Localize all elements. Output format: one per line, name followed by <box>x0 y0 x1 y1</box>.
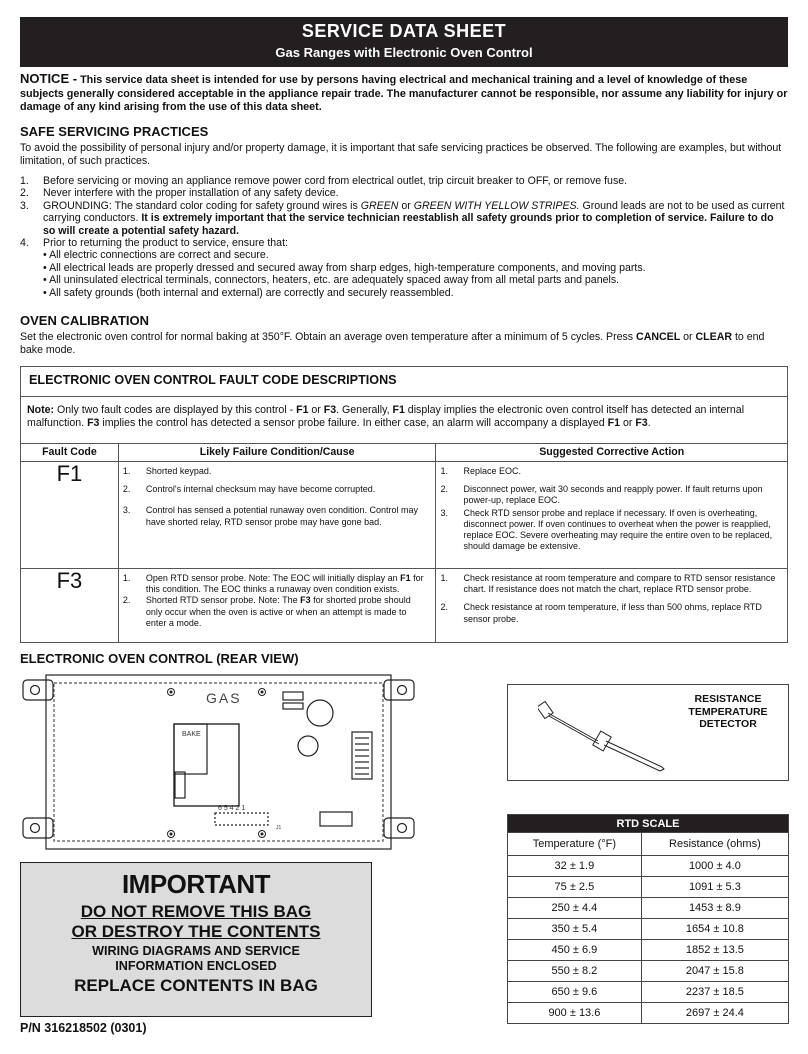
item-text: Check resistance at room temperature, if less than 500 ohms, replace RTD sensor probe. <box>463 602 762 624</box>
f1-ref: F1 <box>296 404 309 416</box>
item-number: 1. <box>122 466 131 476</box>
list-item <box>123 466 430 477</box>
rtd-col-temperature: Temperature (°F) <box>508 833 642 856</box>
resistance-cell: 1091 ± 5.3 <box>641 877 788 898</box>
cancel-key-text: CANCEL <box>636 331 681 343</box>
item-number: 1. <box>440 466 448 476</box>
list-item <box>123 595 430 629</box>
item-text: or <box>398 199 414 212</box>
item-text: for shorted probe should only occur when the oven is active or when an attempt is made to enter a mode. <box>145 595 411 628</box>
safe-list <box>20 175 788 299</box>
resistance-cell: 2047 ± 15.8 <box>641 961 788 982</box>
calibration-or: or <box>680 331 696 343</box>
table-row <box>508 940 789 961</box>
bullet-item: • All safety grounds (both internal and external) are correctly and securely reassembled. <box>43 286 454 299</box>
col-cause: Likely Failure Condition/Cause <box>118 444 436 462</box>
detector-label-line: RESISTANCE <box>694 693 762 705</box>
fault-note <box>27 404 777 430</box>
resistance-cell: 1654 ± 10.8 <box>641 919 788 940</box>
item-number: 2. <box>122 484 131 495</box>
item-text: Shorted RTD sensor probe. Note: The <box>145 595 301 606</box>
f3-ref: F3 <box>323 404 337 416</box>
j1-label: J1 <box>276 825 282 831</box>
col-action: Suggested Corrective Action <box>436 444 788 462</box>
fault-code-title: ELECTRONIC OVEN CONTROL FAULT CODE DESCRIPTIONS <box>21 367 787 397</box>
item-number: 4. <box>20 237 29 250</box>
fault-code-f1: F1 <box>21 462 119 569</box>
temp-cell: 550 ± 8.2 <box>508 961 642 982</box>
item-text: GROUNDING: The standard color coding for safety ground wires is <box>43 199 361 212</box>
calibration-text-a: Set the electronic oven control for normal baking at 350°F. Obtain an average oven temperature after a minimum of 5 cycles. Press <box>20 331 637 343</box>
important-line: INFORMATION ENCLOSED <box>115 959 277 973</box>
item-text: Control's internal checksum may have become corrupted. <box>145 484 376 495</box>
resistance-cell: 1000 ± 4.0 <box>641 856 788 877</box>
list-item <box>440 484 781 506</box>
note-text: or <box>620 417 636 429</box>
notice <box>20 72 788 115</box>
bullet-item: • All uninsulated electrical terminals, connectors, heaters, etc. are adequately spaced away from all metal parts and panels. <box>43 274 620 287</box>
f3-causes <box>118 569 436 643</box>
important-line: DO NOT REMOVE THIS BAG <box>80 902 312 921</box>
resistance-cell: 2697 ± 24.4 <box>641 1003 788 1024</box>
list-item <box>440 573 781 595</box>
item-text: Shorted keypad. <box>145 466 212 476</box>
mount-tab-right-top <box>384 680 414 700</box>
relay-block <box>320 812 352 826</box>
table-row <box>508 1003 789 1024</box>
rtd-scale-title: RTD SCALE <box>508 815 789 833</box>
mount-tab-left-bottom <box>23 818 53 838</box>
item-text: Replace EOC. <box>463 466 521 476</box>
temp-cell: 75 ± 2.5 <box>508 877 642 898</box>
rtd-col-resistance: Resistance (ohms) <box>641 833 788 856</box>
note-text: Only two fault codes are displayed by this control - <box>54 404 297 416</box>
rtd-header-row <box>508 833 789 856</box>
list-item <box>20 175 788 187</box>
table-header-row <box>21 444 788 462</box>
green-yellow-text: GREEN WITH YELLOW STRIPES. <box>413 199 580 212</box>
note-text: . <box>647 417 651 429</box>
note-text: implies the control has detected a sensor probe failure. In either case, an alarm will accompany a displayed <box>99 417 608 429</box>
table-row <box>508 877 789 898</box>
detector-label <box>673 693 783 731</box>
f1-ref: F1 <box>607 417 620 429</box>
f3-ref: F3 <box>300 595 311 606</box>
resistance-cell: 1852 ± 13.5 <box>641 940 788 961</box>
item-number: 3. <box>20 199 29 212</box>
f3-actions <box>436 569 788 643</box>
item-number: 1. <box>122 573 131 583</box>
sheet-subtitle: Gas Ranges with Electronic Oven Control <box>275 45 533 60</box>
bake-label: BAKE <box>182 731 201 738</box>
safe-heading: SAFE SERVICING PRACTICES <box>20 124 209 139</box>
table-row <box>21 462 788 569</box>
item-text: Disconnect power, wait 30 seconds and reapply power. If fault returns upon power-up, replace EOC. <box>463 484 763 506</box>
temp-cell: 900 ± 13.6 <box>508 1003 642 1024</box>
notice-text: This service data sheet is intended for use by persons having electrical and mechanical training and a level of knowledge of these subjects generally considered acceptable in the appliance repair trade. The manufacturer cannot be responsible, nor assume any liability for injury or damage of any kind arising from the use of this data sheet. <box>20 74 788 113</box>
connector-block <box>283 692 303 700</box>
table-row <box>21 569 788 643</box>
resistance-cell: 2237 ± 18.5 <box>641 982 788 1003</box>
note-label: Note: <box>27 404 55 416</box>
calibration-text <box>20 331 788 356</box>
list-item <box>440 602 781 624</box>
pin-labels: 6 5 4 2 1 <box>218 805 246 812</box>
oven-control-diagram <box>20 672 420 857</box>
important-line: WIRING DIAGRAMS AND SERVICE <box>92 944 300 958</box>
rear-view-heading: ELECTRONIC OVEN CONTROL (REAR VIEW) <box>20 651 299 666</box>
resistance-cell: 1453 ± 8.9 <box>641 898 788 919</box>
table-row <box>508 961 789 982</box>
important-line: OR DESTROY THE CONTENTS <box>71 922 321 941</box>
item-text: Before servicing or moving an appliance remove power cord from electrical outlet, trip circuit breaker to OFF, or remove fuse. <box>43 175 628 187</box>
item-number: 3. <box>122 505 131 516</box>
list-item <box>440 508 781 553</box>
warning-text: It is extremely important that the service technician reestablish all safety grounds prior to completion of service. Failure to do so will create a potential safety hazard. <box>43 212 774 237</box>
safe-intro: To avoid the possibility of personal injury and/or property damage, it is important that safe servicing practices be observed. The following are examples, but without limitation, of such practices. <box>20 142 782 167</box>
green-text: GREEN <box>360 199 399 212</box>
item-text: Check resistance at room temperature and compare to RTD sensor resistance chart. If resistance does not match the chart, replace RTD sensor probe. <box>463 573 776 595</box>
item-text: for this condition. The EOC thinks a runaway oven condition exists. <box>145 573 424 595</box>
part-number: P/N 316218502 (0301) <box>20 1021 147 1035</box>
item-text: Prior to returning the product to service, ensure that: <box>43 237 288 250</box>
table-row <box>508 898 789 919</box>
table-row <box>508 982 789 1003</box>
f3-ref: F3 <box>87 417 100 429</box>
important-box <box>20 862 372 1017</box>
f1-ref: F1 <box>392 404 405 416</box>
list-item <box>123 484 430 495</box>
rtd-probe-icon <box>538 695 678 775</box>
bullet-item: • All electrical leads are properly dressed and secured away from sharp edges, high-temperature components, and moving parts. <box>43 261 646 274</box>
j1-connector <box>215 813 268 825</box>
item-number: 2. <box>20 187 29 200</box>
temp-cell: 250 ± 4.4 <box>508 898 642 919</box>
gas-label: GAS <box>206 690 242 706</box>
item-number: 2. <box>122 595 131 606</box>
clear-key-text: CLEAR <box>695 331 732 343</box>
list-item <box>20 237 788 249</box>
table-row <box>508 856 789 877</box>
item-text: Never interfere with the proper installation of any safety device. <box>43 187 339 200</box>
f1-actions <box>436 462 788 569</box>
note-text: display implies the electronic oven control itself has detected an internal malfunction. <box>27 404 745 429</box>
header-banner <box>20 17 788 67</box>
detector-label-line: TEMPERATURE <box>688 705 768 718</box>
f1-causes <box>118 462 436 569</box>
col-fault-code: Fault Code <box>21 444 119 462</box>
note-text: . Generally, <box>336 404 393 416</box>
notice-lead: NOTICE - <box>20 71 78 86</box>
calibration-text-b: to end bake mode. <box>20 331 765 356</box>
item-text: Ground leads are not to be used as current carrying conductors. <box>43 199 785 225</box>
item-number: 2. <box>440 602 448 613</box>
list-item <box>20 200 788 237</box>
fault-code-f3: F3 <box>21 569 119 643</box>
important-title: IMPORTANT <box>121 869 271 899</box>
important-line: REPLACE CONTENTS IN BAG <box>74 976 318 995</box>
item-text: Open RTD sensor probe. Note: The EOC will initially display an <box>145 573 401 583</box>
detector-box <box>507 684 789 781</box>
f1-ref: F1 <box>400 573 411 583</box>
item-number: 1. <box>20 175 29 187</box>
sheet-title: SERVICE DATA SHEET <box>301 21 507 41</box>
note-text: or <box>308 404 324 416</box>
list-item <box>123 573 430 595</box>
temp-cell: 450 ± 6.9 <box>508 940 642 961</box>
f3-ref: F3 <box>635 417 648 429</box>
mount-tab-right-bottom <box>384 818 414 838</box>
list-item <box>123 505 430 527</box>
detector-label-line: DETECTOR <box>699 718 757 730</box>
buzzer <box>307 700 333 726</box>
list-item <box>20 187 788 199</box>
item-number: 1. <box>440 573 448 583</box>
fault-code-table <box>20 443 788 643</box>
rtd-scale-table <box>507 814 789 1024</box>
item-number: 2. <box>440 484 448 495</box>
temp-cell: 32 ± 1.9 <box>508 856 642 877</box>
table-row <box>508 919 789 940</box>
list-item <box>440 466 781 477</box>
calibration-heading: OVEN CALIBRATION <box>20 313 150 328</box>
item-number: 3. <box>440 507 448 518</box>
temp-cell: 350 ± 5.4 <box>508 919 642 940</box>
bullet-item: • All electric connections are correct and secure. <box>43 249 269 262</box>
mount-tab-left-top <box>23 680 53 700</box>
item-text: Check RTD sensor probe and replace if necessary. If oven is overheating, disconnect power. If oven continues to overheat when the power is reapplied, replace EOC. Severe overheating may require the entire oven to be replaced, should damage be extensive. <box>463 507 773 552</box>
item-text: Control has sensed a potential runaway oven condition. Control may have shorted relay, RTD sensor probe may have gone bad. <box>145 505 419 527</box>
temp-cell: 650 ± 9.6 <box>508 982 642 1003</box>
